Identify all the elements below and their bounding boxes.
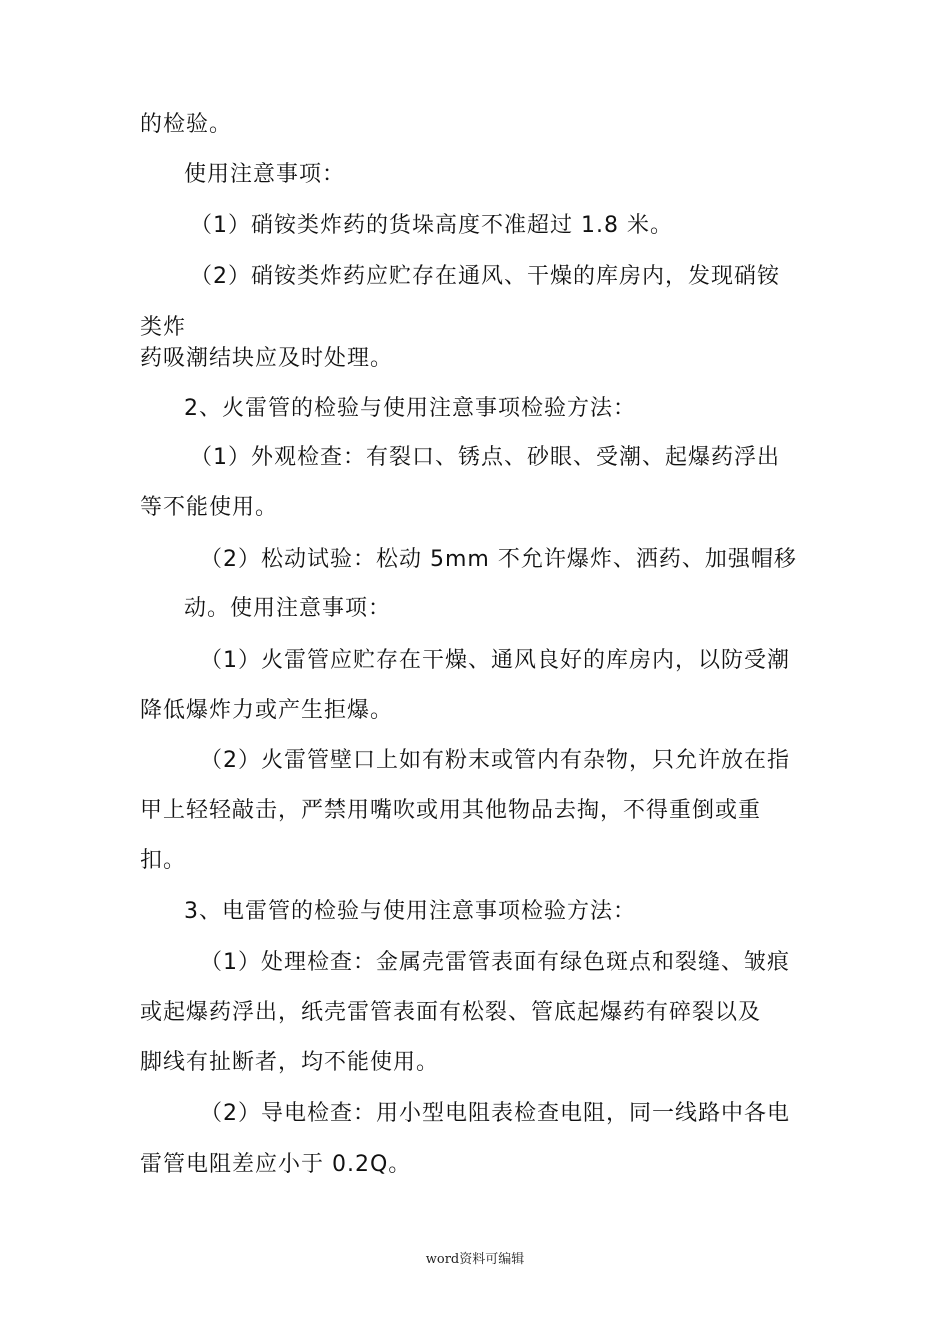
text-line: （1）处理检查：金属壳雷管表面有绿色斑点和裂缝、皱痕 [200,950,790,975]
text-line: （1）外观检查：有裂口、锈点、砂眼、受潮、起爆药浮出 [190,445,780,470]
text-line: 药吸潮结块应及时处理。 [140,346,394,371]
section-heading: 使用注意事项： [184,162,346,187]
text-line: 甲上轻轻敲击，严禁用嘴吹或用其他物品去掏，不得重倒或重 [140,798,762,823]
text-line: （2）松动试验：松动 5mm 不允许爆炸、洒药、加强帽移 [200,547,797,572]
text-line: （1）硝铵类炸药的货垛高度不准超过 1.8 米。 [190,213,673,238]
text-line: 等不能使用。 [140,495,279,520]
text-line: 降低爆炸力或产生拒爆。 [140,698,394,723]
text-line: （2）导电检查：用小型电阻表检查电阻，同一线路中各电 [200,1101,790,1126]
text-line: 脚线有扯断者，均不能使用。 [140,1050,440,1075]
text-line: （2）硝铵类炸药应贮存在通风、干燥的库房内，发现硝铵 [190,264,780,289]
text-line: 类炸 [140,315,187,340]
text-line: （1）火雷管应贮存在干燥、通风良好的库房内，以防受潮 [200,648,790,673]
section-heading: 2、火雷管的检验与使用注意事项检验方法： [184,396,636,421]
text-line: 雷管电阻差应小于 0.2Q。 [140,1152,412,1177]
text-line: 动。使用注意事项： [184,596,392,621]
text-line: 扣。 [140,848,187,873]
text-line: （2）火雷管壁口上如有粉末或管内有杂物，只允许放在指 [200,748,790,773]
text-line: 的检验。 [140,112,233,137]
section-heading: 3、电雷管的检验与使用注意事项检验方法： [184,899,636,924]
text-line: 或起爆药浮出，纸壳雷管表面有松裂、管底起爆药有碎裂以及 [140,1000,762,1025]
page-footer: word资料可编辑 [425,1252,525,1267]
